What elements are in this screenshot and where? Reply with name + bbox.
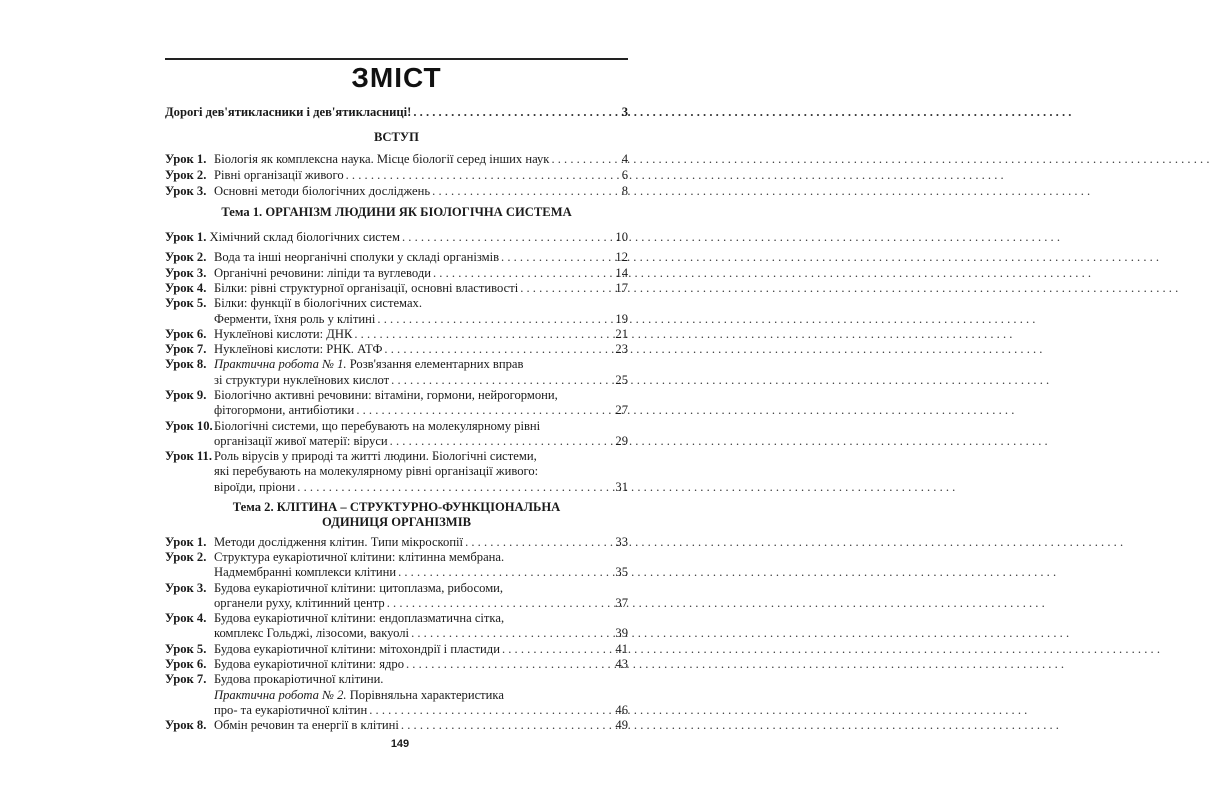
toc-entry-continuation <box>165 564 628 580</box>
toc-page-number: 33 <box>615 535 628 549</box>
toc-page-number: 49 <box>615 718 628 732</box>
lesson-title: фітогормони, антибіотики <box>214 403 355 417</box>
lesson-title-line: Біологічні системи, що перебувають на молекулярному рівні <box>214 419 541 433</box>
lesson-title: організації живої матерії: віруси <box>214 434 388 448</box>
page-title: ЗМІСТ <box>351 62 442 93</box>
toc-page-number: 19 <box>615 312 628 326</box>
toc-page-number: 37 <box>615 596 628 610</box>
toc-page-number: 14 <box>615 266 628 280</box>
lesson-title: Методи дослідження клітин. Типи мікроскопії <box>214 535 464 549</box>
leader-dots <box>390 433 614 449</box>
leader-dots <box>551 151 619 167</box>
lesson-label: Урок 3. <box>165 184 207 198</box>
toc-entry <box>165 295 628 311</box>
lesson-title: органели руху, клітинний центр <box>214 596 385 610</box>
toc-page-number: 12 <box>615 250 628 264</box>
toc-page-number: 29 <box>615 434 628 448</box>
leader-dots <box>354 326 613 342</box>
toc-page-number: 17 <box>615 281 628 295</box>
leader-dots <box>346 167 620 183</box>
toc-entry <box>165 167 628 183</box>
toc-entry-continuation <box>165 595 628 611</box>
toc-entry-continuation <box>165 311 628 327</box>
leader-dots <box>411 625 613 641</box>
lesson-label: Урок 8. <box>165 357 207 371</box>
toc-entry <box>165 341 628 357</box>
leader-dots <box>432 183 620 199</box>
lesson-title-line: Будова еукаріотичної клітини: цитоплазма, рибосоми, <box>214 581 504 595</box>
toc-entry <box>165 356 628 372</box>
lesson-title-line: Структура еукаріотичної клітини: клітинна мембрана. <box>214 550 505 564</box>
toc-page-number: 10 <box>615 230 628 244</box>
lesson-title: Надмембранні комплекси клітини <box>214 565 397 579</box>
lesson-title-line: Біологічно активні речовини: вітаміни, гормони, нейрогормони, <box>214 388 558 402</box>
toc-entry <box>165 151 628 167</box>
lesson-label: Урок 1. <box>165 230 207 244</box>
lesson-label: Урок 10. <box>165 419 213 433</box>
toc-entry-continuation <box>165 372 628 388</box>
toc-entry <box>165 610 628 626</box>
toc-page-number: 23 <box>615 342 628 356</box>
toc-entry <box>165 265 628 281</box>
lesson-label: Урок 5. <box>165 642 207 656</box>
lesson-title: Нуклеїнові кислоти: РНК. АТФ <box>214 342 383 356</box>
lesson-title: Основні методи біологічних досліджень <box>214 184 431 198</box>
lesson-title: Ферменти, їхня роль у клітині <box>214 312 376 326</box>
lesson-title: зі структури нуклеїнових кислот <box>214 373 390 387</box>
lesson-label: Урок 6. <box>165 327 207 341</box>
lesson-label: Урок 3. <box>165 581 207 595</box>
leader-dots <box>377 311 613 327</box>
toc-entry-continuation <box>165 433 628 449</box>
lesson-label: Урок 8. <box>165 718 207 732</box>
toc-page-number: 41 <box>615 642 628 656</box>
toc-page-number: 31 <box>615 480 628 494</box>
lesson-label: Урок 2. <box>165 168 207 182</box>
lesson-label: Урок 4. <box>165 611 207 625</box>
toc-entry <box>165 534 628 550</box>
leader-dots <box>413 104 619 120</box>
lesson-label: Урок 2. <box>165 550 207 564</box>
lesson-title: Обмін речовин та енергії в клітині <box>214 718 399 732</box>
lesson-title-line: які перебувають на молекулярному рівні організації живого: <box>214 464 539 478</box>
toc-page-number: 21 <box>615 327 628 341</box>
lesson-label: Урок 7. <box>165 672 207 686</box>
practical-work-label: Практична робота № 1. <box>214 357 347 371</box>
toc-entry-continuation <box>165 479 628 495</box>
toc-page-number: 6 <box>621 168 628 182</box>
lesson-title: Біологія як комплексна наука. Місце біології серед інших наук <box>214 152 550 166</box>
lesson-title: комплекс Гольджі, лізосоми, вакуолі <box>214 626 410 640</box>
lesson-title-line: Роль вірусів у природі та житті людини. Біологічні системи, <box>214 449 537 463</box>
toc-page-number: 27 <box>615 403 628 417</box>
toc-entry-continuation <box>165 702 628 718</box>
lesson-title: Хімічний склад біологічних систем <box>209 230 400 244</box>
lesson-title: Білки: рівні структурної організації, основні властивості <box>214 281 519 295</box>
lesson-label: Урок 2. <box>165 250 207 264</box>
toc-entry <box>165 656 628 672</box>
section-heading-theme1: Тема 1. ОРГАНІЗМ ЛЮДИНИ ЯК БІОЛОГІЧНА СИСТЕМА <box>221 205 572 219</box>
leader-dots <box>398 564 613 580</box>
lesson-title-line: Будова прокаріотичної клітини. <box>214 672 384 686</box>
leader-dots <box>401 717 613 733</box>
toc-entry <box>165 418 628 434</box>
toc-entry <box>165 671 628 687</box>
leader-dots <box>356 402 613 418</box>
leader-dots <box>501 249 613 265</box>
lesson-title-line: Будова еукаріотичної клітини: ендоплазматична сітка, <box>214 611 505 625</box>
toc-entry-continuation <box>165 463 628 479</box>
toc-entry <box>165 249 628 265</box>
lesson-label: Урок 1. <box>165 535 207 549</box>
lesson-title: Будова еукаріотичної клітини: ядро <box>214 657 404 671</box>
toc-page-number: 35 <box>615 565 628 579</box>
lesson-title: про- та еукаріотичної клітин <box>214 703 368 717</box>
toc-entry <box>165 387 628 403</box>
lesson-title: Рівні організації живого <box>214 168 344 182</box>
lesson-label: Урок 1. <box>165 152 207 166</box>
lesson-title: віроїди, пріони <box>214 480 296 494</box>
toc-entry <box>165 549 628 565</box>
lesson-label: Урок 7. <box>165 342 207 356</box>
leader-dots <box>369 702 613 718</box>
toc-page-number: 3 <box>621 105 628 119</box>
toc-entry <box>165 183 628 199</box>
leader-dots <box>520 280 613 296</box>
toc-page-number: 8 <box>621 184 628 198</box>
section-heading-theme2: Тема 2. КЛІТИНА – СТРУКТУРНО-ФУНКЦІОНАЛЬНА <box>232 500 561 514</box>
leader-dots <box>402 229 613 245</box>
section-heading-intro: ВСТУП <box>374 130 419 144</box>
lesson-title-line: Порівняльна характеристика <box>346 688 504 702</box>
lesson-label: Урок 11. <box>165 449 212 463</box>
lesson-label: Урок 4. <box>165 281 207 295</box>
toc-page-number: 39 <box>615 626 628 640</box>
toc-page-number: 46 <box>615 703 628 717</box>
leader-dots <box>433 265 613 281</box>
section-heading-theme2-line2: ОДИНИЦЯ ОРГАНІЗМІВ <box>321 515 471 529</box>
lesson-title: Вода та інші неорганічні сполуки у складі організмів <box>214 250 500 264</box>
leader-dots <box>406 656 613 672</box>
lesson-title: Органічні речовини: ліпіди та вуглеводи <box>214 266 431 280</box>
toc-entry <box>165 717 628 733</box>
leader-dots <box>387 595 614 611</box>
toc-greeting-text: Дорогі дев'ятикласники і дев'ятикласниці! <box>165 105 412 119</box>
toc-page-number: 43 <box>615 657 628 671</box>
leader-dots <box>465 534 613 550</box>
toc-entry-continuation <box>165 625 628 641</box>
leader-dots <box>502 641 613 657</box>
top-rule <box>165 58 628 60</box>
toc-entry-continuation <box>165 402 628 418</box>
toc-page-number: 4 <box>621 152 628 166</box>
practical-work-label: Практична робота № 2. <box>214 688 347 702</box>
toc-entry <box>165 326 628 342</box>
toc-entry <box>165 641 628 657</box>
toc-entry <box>165 580 628 596</box>
toc-entry <box>165 229 628 245</box>
lesson-label: Урок 9. <box>165 388 207 402</box>
leader-dots <box>297 479 613 495</box>
lesson-label: Урок 3. <box>165 266 207 280</box>
lesson-label: Урок 6. <box>165 657 207 671</box>
leader-dots <box>391 372 613 388</box>
leader-dots <box>384 341 613 357</box>
toc-page-number: 25 <box>615 373 628 387</box>
toc-entry <box>165 280 628 296</box>
lesson-title-line: Білки: функції в біологічних системах. <box>214 296 422 310</box>
lesson-title: Будова еукаріотичної клітини: мітохондрії і пластиди <box>214 642 500 656</box>
page-number: 149 <box>390 738 410 750</box>
lesson-title: Нуклеїнові кислоти: ДНК <box>214 327 353 341</box>
lesson-title-line: Розв'язання елементарних вправ <box>346 357 524 371</box>
toc-entry <box>165 448 628 464</box>
toc-greeting <box>165 104 628 120</box>
toc-entry-continuation <box>165 687 628 703</box>
lesson-label: Урок 5. <box>165 296 207 310</box>
